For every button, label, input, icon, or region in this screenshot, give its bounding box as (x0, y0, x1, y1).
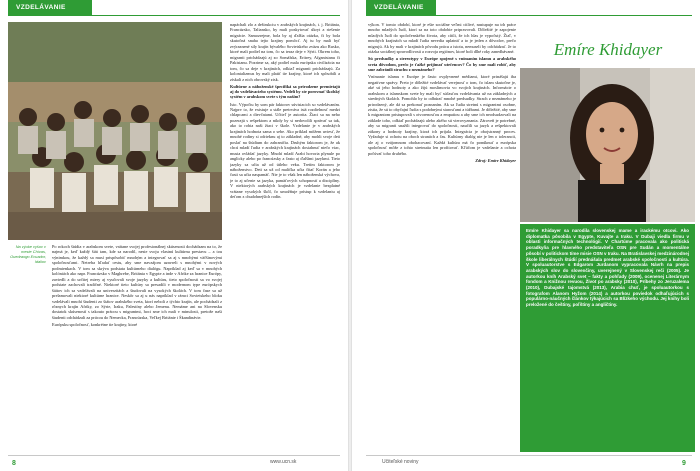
top-rule-right (366, 15, 692, 16)
paragraph: Európsku spoločnosť, konkrétne tie krajiny, ktoré (52, 321, 138, 327)
top-rule-left (8, 15, 340, 16)
section-tab-right: VZDELÁVANIE (366, 0, 436, 16)
left-column-2 (230, 22, 340, 452)
paragraph: Po rokoch štúdia v arabskom svete, vrátane svojej profesionálnej skúsenosti dochádzam na to, že najmä je, keď každý štát tam, kde sa narodil, nesie svoju vlastnú kultúrnu prestavu – a tou výnimkou, že každý sa musí prispôsobiť mnohým a integrovať sa aj s mnohými väčšinovými spoločnosťami. Netreba hľadať cestu, aby sme navzájom uzavreli s mnohými v nových podmienkach. V tom sa skrýva podstata kultúrneho dialógu. Napríklad aj keď sa v mnohých kolóniách ako napr. Francúzsko v Maghrebe, Británia v Egypte a inde v Afrike za hranice Európy, zaviedli a do určitej miery aj vyučovali svoje jazyky a kultúru, tieto spoločnosti sa vo svojej podstate zachovali tradičné. Niektoré tieto kultúry sa presadili v modernom type európskych štátov ich sa vzdelávali na univerzitách a študovali na vysokých školách. V tom čase sa už prelamovali niektoré kultúrne hranice. Neskôr sa aj u nás napríklad v rámci Sovietskeho bloku vzdelávali mnohí študenti zo štátov arabského sveta, ktorí neboli z týchto krajín, ale pochádzali z rôznych krajín Afriky, zo Sýrie, Iraku, Palestíny alebo Jemenu. Nemáme ani na Slovensku dostatok skúseností s takouto prácou s migrantmi, hoci sme ich mali v minulosti, pretože naši študenti odchádzali za prácou do Nemecka, Francúzska, Veľkej Británie i Škandinávie. (52, 244, 222, 320)
page-number-left: 8 (12, 460, 16, 467)
footer-url: www.ucn.sk (270, 459, 297, 465)
footer-rule-right (366, 455, 692, 456)
interview-question: Kultúrne a náboženské špecifiká sa prirodzene premietajú aj do vzdelávacieho systému. Vedeli by ste porovnať školský systém v arabskom svete s tým naším? (230, 83, 340, 100)
left-page (0, 0, 348, 471)
photo-caption: Na výuke vyšov v meste Chívas, Ouedraogo Ecuador, Idaliov (10, 244, 46, 264)
paragraph: napáchali zlo a deštrukciu v arabských krajinách, t. j. Británia, Francúzsko, Taliansko, by mali poskytovať úkryt a riešenie migrácie. Samozrejme, bola by aj ďalšia otázka, či by bola skutočná snaha tejto krajiny pomôcť. Aj tu by mali byť zvýraznené sily krajín bývalého Sovietskeho zväzu ako Rusko, ktoré mali podiel na tom, čo sa teraz deje v Sýrii. Okrem toho, migranti prichádzajú aj zo Somálska, Eritrey, Afganistanu či Pakistanu. Pozrime sa, aký podiel mala európska civilizácia na tom, čo sa deje v krajinách, odkiaľ migranti prichádzajú. Za kolonializmus by mali platiť tie krajiny, ktoré ich spôsobili a získali z nich obrovský zisk. (230, 22, 340, 82)
portrait-photo (520, 68, 695, 222)
footer-label: Učiteľské noviny (382, 459, 419, 465)
section-tab-left: VZDELÁVANIE (8, 0, 92, 16)
left-column-1-text (52, 244, 222, 452)
footer-rule-left (8, 455, 340, 456)
interview-question: Sú predsudky a stereotypy v Európe spojené s vnímaním islamu a arabského sveta dôvodom, prečo je ťažké prijímať utečencov? Čo by sme mali robiť, aby sme zabránili strachu z neznámeho? (368, 56, 516, 73)
page-number-right: 9 (682, 460, 686, 467)
author-bio: Emíre Khidayer sa narodila slovenskej mame a irackému otcovi. Ako diplomatka pôsobila v Egypte, Kuvajte a Iraku. V Dubaji viedla firmu v oblasti informačných technológií. V Chartúme pracovala ako politická poradkyňa pre hlavného predstaviteľa OSN pre Sudán a momentálne pôsobí v politickom tíme misie OSN v Iraku. Na Bratislavskej medzinárodnej škole liberálnych štúdií prednášala predmet arabské spoločnosti a kultúra. V spoluautorstve s Edgarom Jurdanom vypracovala Návrh na prepis arabských slov do slovenčiny, uverejnený v Slovenskej reči (2005). Je autorkou kníh Arabský svet – fakty a pohľady (2009), ocenenej Literárnym fondom a Knižnou revuou, Život po arabsky (2010), Príbehy zo Jeruzalema (2010), Dubajské tajomstvá (2013), Arabia chuť, je spoluautorkou s fotografom Alanom Hyžom (2014) a autorkou poviedok odhaľujúcich s populárno-náučných článkov týkajúcich sa Blízkeho východu. Jej knihy boli preložené do češtiny, poľštiny a angličtiny. (520, 224, 695, 452)
portrait-name: Emíre Khidayer (553, 40, 663, 59)
paragraph: výkon. V tomto období, ktoré je ešte sociálne veľmi citlivé, nastupuje na trh práce mnoho mladých ľudí, ktorí sa na toto obdobie pripravovali. Dôležité je zapojenie mladých ľudí do spoločenského života, aby cítili, že ich hlas je vypočutý. Žiaľ, v mnohých krajinách sa mladí ľudia nevedia uplatniť a to je jeden z dôvodov, prečo migrujú. Ak by mali v krajinách pôvodu prácu a istotu, nemuseli by odchádzať. Je to otázka sociálnej spravodlivosti a rozvoja regiónov, ktoré boli dlhé roky zanedbávané. (368, 22, 516, 55)
right-column (368, 22, 516, 452)
source-note: Zdroj: Emíre Khidayer (475, 157, 516, 163)
paragraph: Isto. Výpočtu by som pár faktorov súvisiacich so vzdelávaním. Najprv to, že existuje a stále pretrváva istá rozdielnosť medzi chlapcami a dievčatami. Učiteľ je autorita. Žiaci sa na neho pozerajú s rešpektom a nikdy by si nedovolili správať sa tak, ako to robia naši žiaci v škole. Vzdelanie je v arabských krajinách hodnota sama o sebe. Ako príklad môžem uviesť, že mnohé rodiny si odrieknu aj to základné, aby mohli svoje deti poslať na štúdium do zahraničia. Druhým faktorom je, že ak chcú mladí ľudia v arabských krajinách dosiahnuť niečo viac, musia ovládať jazyky. Mnohí mladí Arabi hovoria plynule po anglicky alebo po francúzsky a často aj ďalšími jazykmi. Tieto jazyky sa učia už od útleho veku. Tretím faktorom je náboženstvo. Deti sa už od malička učia čítať Korán a jeho časti sa učia naspamäť. Nie je to však len náboženská výchova, je to aj učenie sa jazyka, pamäťových schopností a disciplíny. V niektorých arabských krajinách je vzdelanie bezplatné vrátane vysokých škôl, čo umožňuje prístup k vzdelaniu aj deťom z chudobnejších rodín. (230, 101, 340, 200)
paragraph: Vnímanie islamu v Európe je často ovplyvnené médiami, ktoré prinášajú iba negatívne správy. Preto je dôležité vzdelávať verejnosť o tom, čo islam skutočne je, aké sú jeho hodnoty a ako žijú moslimovia vo svojich krajinách. Informácie o arabskom a islamskom svete by mali byť súčasťou vzdelávania už na základných a stredných školách. Pomohlo by to odbúrať mnohé predsudky. Strach z neznámeho je prirodzený, ale dá sa prekonať poznaním. Ak sa ľudia stretnú s migrantmi osobne, zistia, že sú to obyčajní ľudia s podobnými starosťami a túžbami. Je dôležité, aby sme k migrantom pristupovali s otvorenosťou a empatiou a aby sme ich neodsudzovali na základe toho, odkiaľ pochádzajú alebo akého sú vierovyznania. Zároveň je potrebné, aby sa migranti snažili integrovať do spoločnosti, naučili sa jazyk a rešpektovali zákony a hodnoty krajiny, ktorá ich prijala. Integrácia je obojstranný proces. Vyžaduje si ochotu na oboch stranách a čas. Kultúrny dialóg nie je len o tolerancii, ale aj o vzájomnom obohacovaní. Každá kultúra má čo ponúknuť a európska spoločnosť môže z tohto stretnutia len profitovať. Kľúčom je vzdelanie a ochota počúvať toho druhého. (368, 74, 516, 156)
